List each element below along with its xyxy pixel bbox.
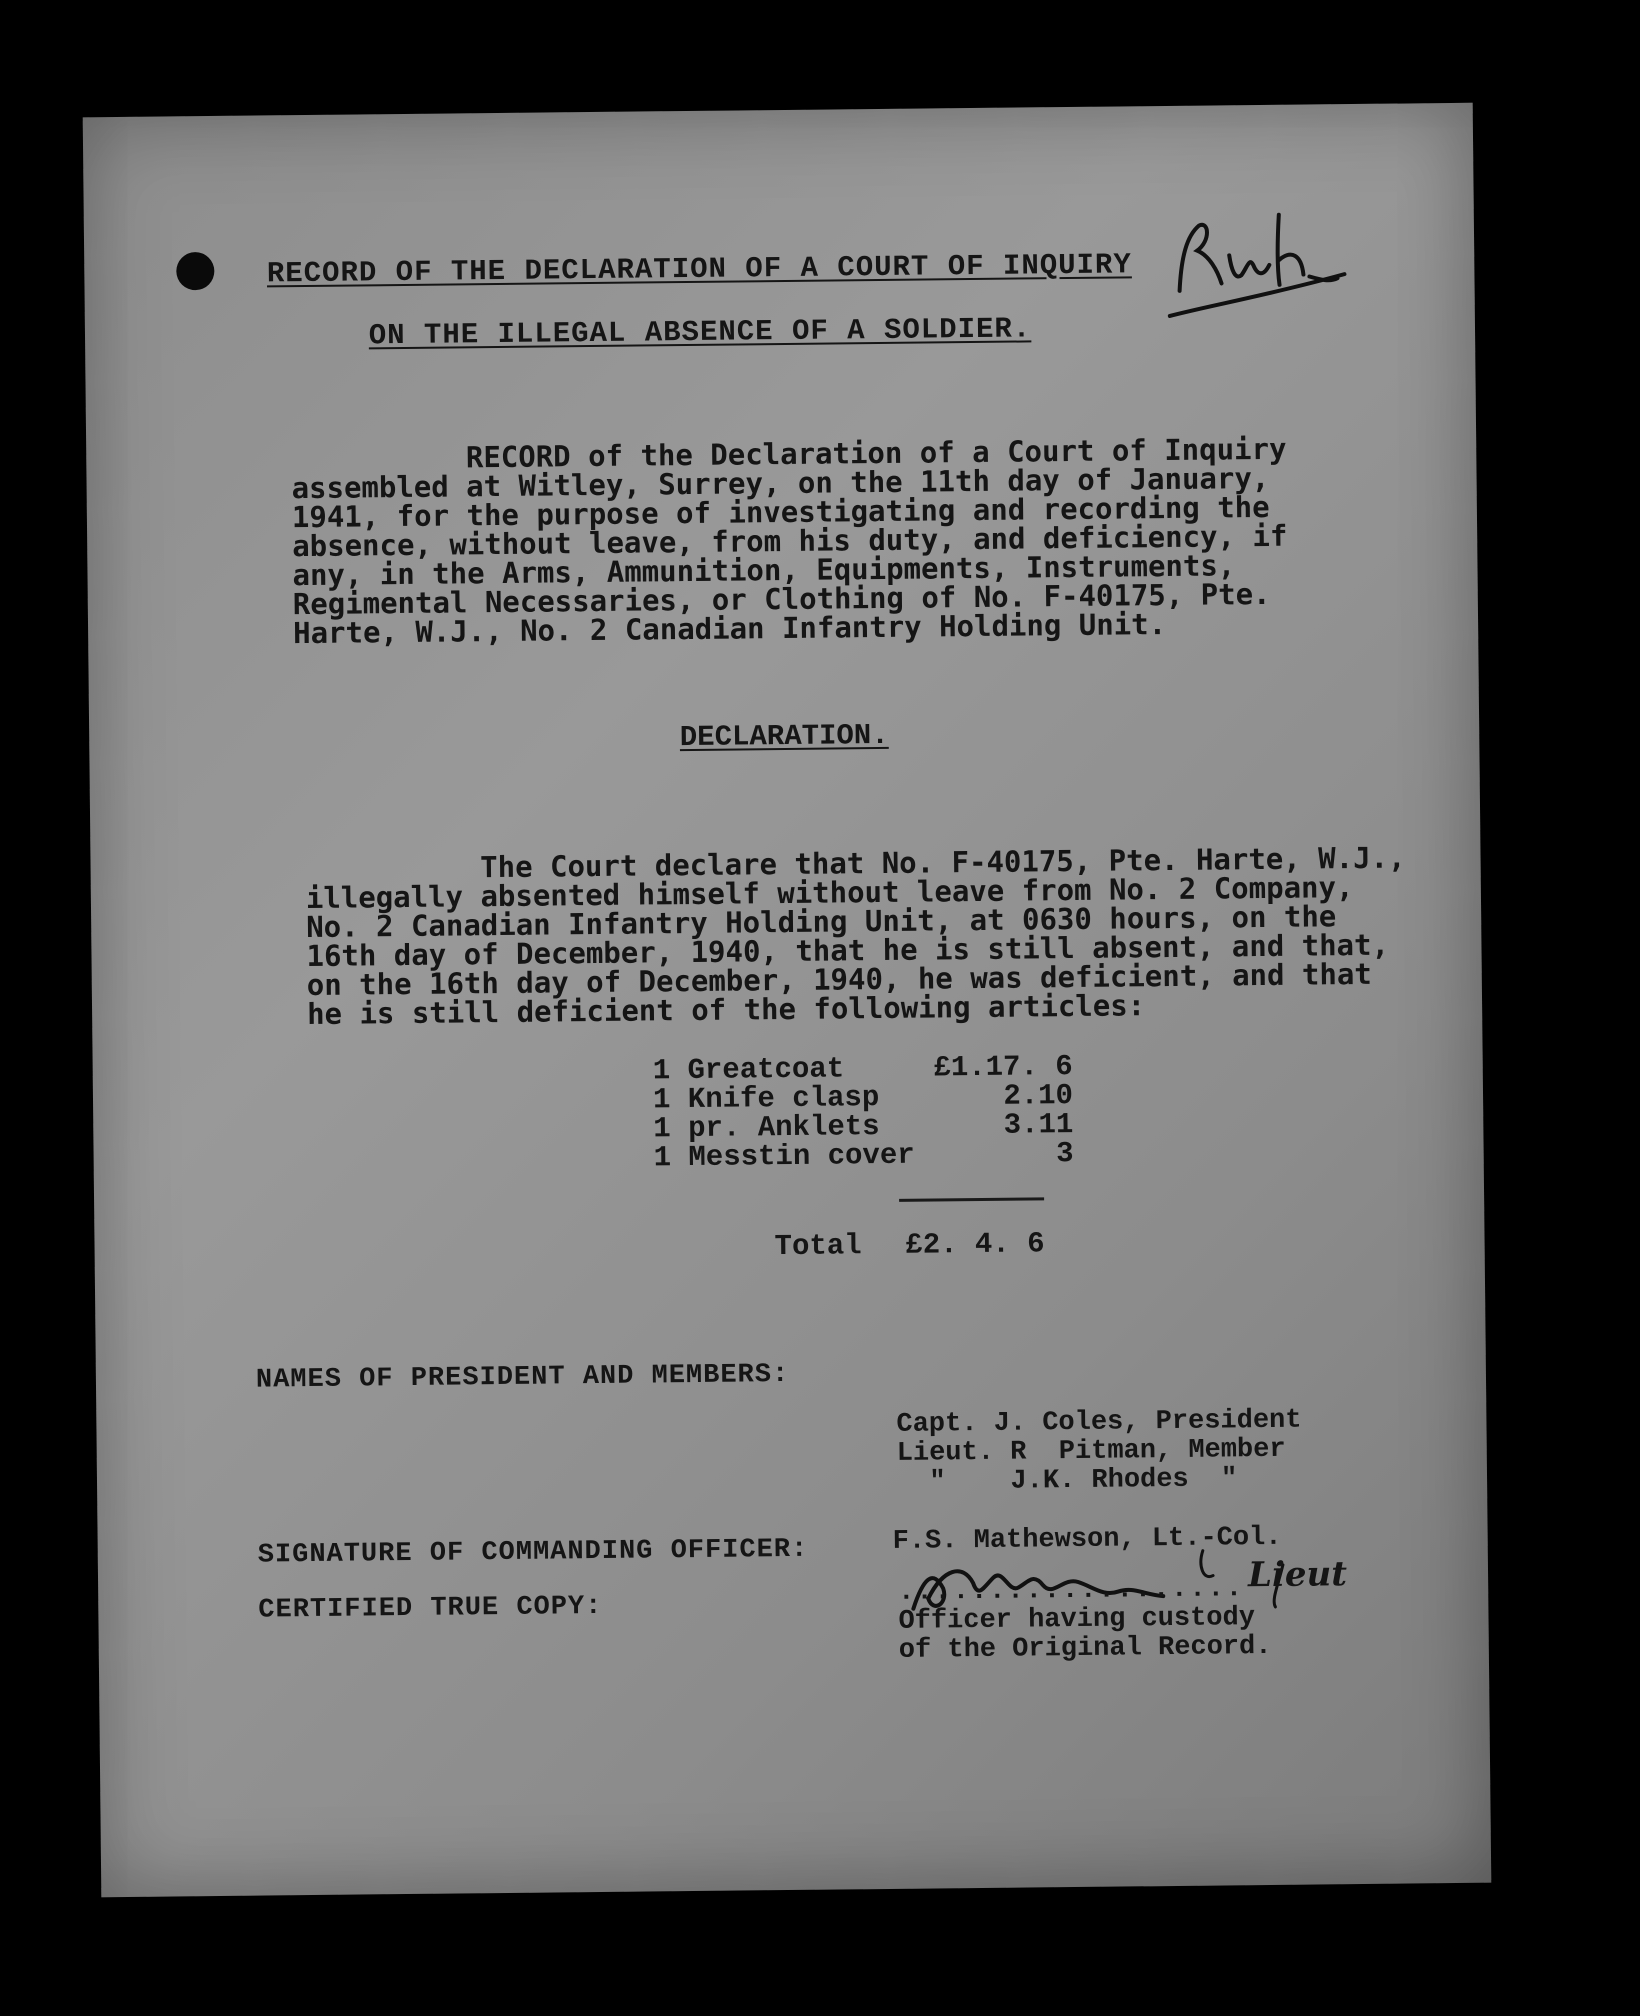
- total-value: £2. 4. 6: [905, 1227, 1045, 1262]
- intro-paragraph: RECORD of the Declaration of a Court of Inquiry assembled at Witley, Surrey, on the 11th day of January, 1941, for the purpose of investigating and recording the absence, without leave, from his duty, and deficiency, if any, in the Arms, Ammunition, Equipments, Instruments, Regimental Necessaries, or Clothing of No. F-40175, Pte. Harte, W.J., No. 2 Canadian Infantry Holding Unit.: [291, 431, 1288, 651]
- corner-initials-signature: [1169, 194, 1350, 326]
- article-cost: 2.10: [1003, 1079, 1074, 1113]
- total-rule-line: [899, 1197, 1044, 1202]
- article-row: [653, 1137, 1074, 1175]
- document-page: [83, 103, 1492, 1897]
- member-entry: " J.K. Rhodes ": [896, 1464, 1238, 1498]
- article-cost: £1.17. 6: [933, 1050, 1073, 1085]
- custody-block: [898, 1575, 1272, 1666]
- members-list: [896, 1407, 1302, 1498]
- custody-line-2: of the Original Record.: [898, 1631, 1272, 1666]
- article-item: 1 pr. Anklets: [653, 1110, 880, 1146]
- article-item: 1 Greatcoat: [652, 1052, 845, 1088]
- declaration-heading: DECLARATION.: [679, 718, 889, 755]
- document-title-line-1: RECORD OF THE DECLARATION OF A COURT OF INQUIRY: [266, 248, 1132, 291]
- commanding-officer-name: F.S. Mathewson, Lt.-Col.: [892, 1522, 1282, 1557]
- total-row: [774, 1227, 1044, 1263]
- article-cost: 3: [1056, 1137, 1074, 1171]
- signature-dotted-line: ...................: [898, 1574, 1245, 1608]
- declaration-paragraph: The Court declare that No. F-40175, Pte. Harte, W.J., illegally absented himself without leave from No. 2 Company, No. 2 Canadian Infantry Holding Unit, at 0630 hours, on the 16th day of December, 1940, that he is still absent, and that, on the 16th day of December, 1940, he was deficient, and that he is still deficient of the following articles:: [305, 840, 1406, 1032]
- document-title-line-2: ON THE ILLEGAL ABSENCE OF A SOLDIER.: [368, 312, 1032, 353]
- certified-copy-label: CERTIFIED TRUE COPY:: [258, 1591, 603, 1626]
- custody-line-1: Officer having custody: [898, 1603, 1256, 1637]
- certifier-rank: Lieut: [1247, 1554, 1348, 1596]
- articles-list: [652, 1050, 1074, 1175]
- names-label: NAMES OF PRESIDENT AND MEMBERS:: [255, 1359, 790, 1396]
- article-item: 1 Messtin cover: [653, 1138, 915, 1175]
- member-entry: Capt. J. Coles, President: [896, 1405, 1302, 1440]
- member-entry: Lieut. R Pitman, Member: [896, 1434, 1286, 1469]
- total-label: Total: [774, 1229, 862, 1264]
- article-cost: 3.11: [1003, 1108, 1074, 1142]
- commanding-officer-label: SIGNATURE OF COMMANDING OFFICER:: [257, 1534, 809, 1571]
- article-item: 1 Knife clasp: [652, 1081, 880, 1117]
